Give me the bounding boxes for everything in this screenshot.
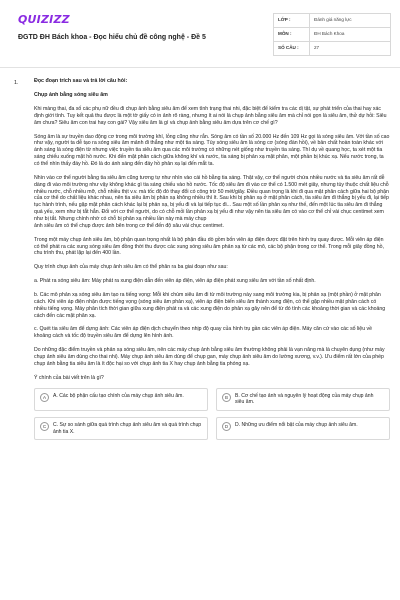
option-text: C. Sự so sánh giữa quá trình chụp ảnh siêu âm và quá trình chụp ảnh tia X. xyxy=(53,422,202,435)
meta-row-count xyxy=(274,42,391,56)
meta-value: Đánh giá năng lực xyxy=(310,14,391,28)
page-header xyxy=(0,0,400,68)
quizizz-logo: QUIZIZZ xyxy=(18,13,70,26)
question-content xyxy=(34,78,390,440)
question-intro: Đọc đoạn trích sau và trả lời câu hỏi: xyxy=(34,78,128,84)
answer-options xyxy=(34,388,390,441)
meta-row-subject xyxy=(274,28,391,42)
document-title: ĐGTD ĐH Bách khoa - Đọc hiểu chủ đề công nghệ - Đề 5 xyxy=(18,34,206,41)
passage-paragraph: b. Các mô phản xạ sóng siêu âm tạo ra tiếng vọng: Mỗi khi chùm siêu âm đi từ môi trường này sang môi trường kia, bị phản xạ (một phần) ở mặt phân cách. Khi viên áp điện nhận được tiếng vọng (sóng siêu âm phản xạ), viên áp điện biến siêu âm thành xung điện, có thể gặp nhiều mặt phân cách có nhiều tiếng vọng. Máy phân tích thời gian giữa xung điện phát ra và các xung điện do phản xạ gây nên để từ đó tính các khoảng thời gian và các khoảng cách đến các mặt phân xạ. xyxy=(34,292,386,319)
meta-key: LỚP : xyxy=(274,14,310,28)
passage-title: Chụp ảnh bằng sóng siêu âm xyxy=(34,91,108,98)
meta-table xyxy=(273,13,391,56)
passage-paragraph: a. Phát ra sóng siêu âm: Máy phát ra xung điện dẫn đến viên áp điện, viên áp điện phát xung siêu âm với tần số nhất định. xyxy=(34,278,316,285)
option-b[interactable] xyxy=(216,388,390,411)
meta-value: 27 xyxy=(310,42,391,56)
meta-key: MÔN : xyxy=(274,28,310,42)
question-prompt: Ý chính của bài viết trên là gì? xyxy=(34,374,104,381)
option-d[interactable] xyxy=(216,417,390,440)
option-text: B. Cơ chế tạo ảnh và nguyên lý hoạt động của máy chụp ảnh siêu âm. xyxy=(235,392,374,406)
passage-paragraph: Quy trình chụp ảnh của máy chụp ảnh siêu âm có thể phân ra ba giai đoạn như sau: xyxy=(34,264,228,271)
meta-value: ĐH Bách Khoa xyxy=(310,28,391,42)
meta-key: SỐ CÂU : xyxy=(274,42,310,56)
option-letter: A xyxy=(40,393,49,402)
passage-paragraph: Do những đặc điểm truyền và phản xạ sóng siêu âm, nên các máy chụp ảnh bằng siêu âm thường không phải là vạn năng mà là chuyên dụng (như máy chụp ảnh siêu âm dùng cho thai nhi). Máy chụp ảnh siêu âm dùng để chụp gan, máy chụp ảnh siêu âm do lường xương, v.v.). Ưu điểm rất lớn của phép chụp ảnh bằng tia siêu âm là ít độc hại so với chụp ảnh tia X hay chụp ảnh bằng tia phóng xạ. xyxy=(34,347,385,367)
passage-paragraph: Sóng âm là sự truyền dao động cơ trong môi trường khí, lỏng cũng như rắn. Sóng âm có tần số 20.000 Hz đến 109 Hz gọi là sóng siêu âm. Với tần số cao như vậy, người ta dễ tạo ra sóng siêu âm mảnh đi thẳng như một tia sáng. Tùy sóng siêu âm là sóng cơ (sóng đàn hồi), về bản chất hoàn toàn khác với ánh sáng là sóng điện từ nhưng việc truyền tia siêu âm qua các môi trường có những nét giống như truyền tia sáng. Thí dụ về quang học, ta xét một tia sáng chiếu xuống mặt hồ nước. Khi đến mặt phân cách giữa không khí và nước, tia sáng bị phản xạ mặt phân, một phần bị khúc xạ. Nếu nước trong, ta có thể nhìn thấy đáy hồ. Đó là do ánh sáng đến đáy hồ phản xạ lại đến mắt ta. xyxy=(34,133,390,167)
option-a[interactable] xyxy=(34,388,208,411)
option-letter: B xyxy=(222,393,231,402)
passage-paragraph: Khi màng thai, đa số các phụ nữ đều đi chụp ảnh bằng siêu âm để xem tình trạng thai nhi, đặc biệt để kiểm tra các dị tật, sự phát triển của thai hay xác định giới tính. Tuy kết quả thu được là một tờ giấy có in ảnh rõ ràng, nhưng ít ai nói là chụp ảnh bằng siêu âm mà chỉ nói gọn là siêu âm, thử dự hỏi: Siêu âm chưa? Siêu âm con trai hay con gái? Vậy siêu âm là gì và chụp ảnh bằng siêu âm dựa trên cơ chế gì? xyxy=(34,105,387,126)
option-c[interactable] xyxy=(34,417,208,440)
question-number: 1. xyxy=(14,80,19,86)
option-letter: D xyxy=(222,422,231,431)
option-letter: C xyxy=(40,422,49,431)
option-text: A. Các bộ phận cấu tạo chính của máy chụp ảnh siêu âm. xyxy=(53,392,184,399)
passage-paragraph: c. Quét tia siêu âm để dựng ảnh: Các viên áp điện dịch chuyển theo nhịp độ quay của hình trụ gần các viên áp điện. Máy căn cứ vào các số liệu về khoảng cách và tốc độ truyền siêu âm để dựng lên hình ảnh. xyxy=(34,326,373,340)
option-text: D. Những ưu điểm nổi bật của máy chụp ảnh siêu âm. xyxy=(235,422,358,429)
passage-paragraph: Nhìn vào cơ thể người bằng tia siêu âm cũng tương tự như nhìn vào cái hồ bằng tia sáng. Thật vậy, cơ thể người chứa nhiều nước và tia siêu âm rất dễ dàng đi vào môi trường như vậy không khác gì tia sáng chiếu vào hồ nước. Tốc độ siêu âm đi vào cơ thể có 1.500 mét giây, nhưng tùy thuộc chất liệu chỗ nhiều nước, chỗ nhiều mỡ, chỗ nhiều thịt v.v. mà tốc độ đó thay đổi có công trừ 50 mét/giây. Điều quan trọng là khi đi qua mặt phân cách giữa hai bộ phận của cơ thể do chất liệu khác nhau, nên tia siêu âm bị phản xạ không nhiều thì ít. Sau khi bị phản xạ ở mặt phân cách, tia siêu âm đi thẳng bị yếu đi, lại tiếp tục hành trình, nếu gặp mặt phân cách khác lại bị phản xạ, bị yếu đi và lại tiếp tục đi... Sau một số lần phản xạ như thế, đến một lúc tia siêu âm đi thẳng quá yếu, xem như bị tắt hẳn. Đối với cơ thể người, do có chỗ mỏi lần phản xạ bị yếu đi như vậy nên tia siêu âm có vào cơ thể chỉ vài chục centimet xem như bị tắt. Nhưng chính nhờ có chỗ bị phản xạ nhiều lần này mà máy chụp xyxy=(34,174,389,222)
passage-paragraph: ảnh siêu âm có thể chụp được ảnh bên trong cơ thể đến độ sâu vài chục centimet. xyxy=(34,222,224,229)
passage-paragraph: Trong một máy chụp ảnh siêu âm, bộ phận quan trọng nhất là bộ phận đầu dò gồm bốn viên áp điện được đặt trên hình trụ quay được. Mỗi viên áp điện có thể phát ra các xung sóng siêu âm đồng thời thu được các xung sóng siêu âm phản xạ từ các mô, các bộ phận trong cơ thể. Trong mỗi giây đồng hồ, chu trình thu, phát lặp lại đến 400 lần. xyxy=(34,236,384,257)
meta-row-class xyxy=(274,14,391,28)
